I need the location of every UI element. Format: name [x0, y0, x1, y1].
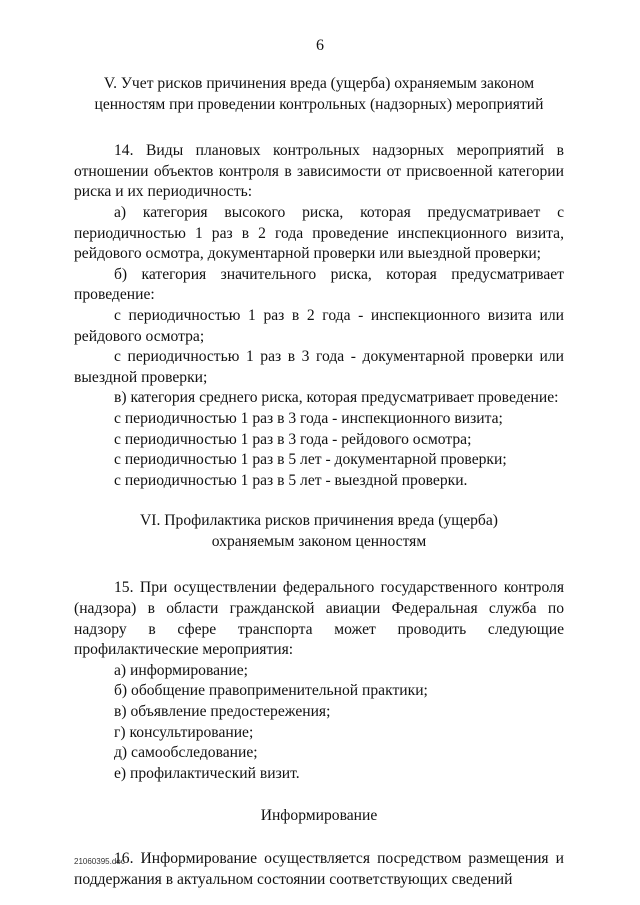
section-6-title-line-1: VI. Профилактика рисков причинения вреда (ущерба)	[140, 512, 498, 530]
paragraph-15-item: б) обобщение правоприменительной практики;	[114, 682, 428, 700]
subsection-heading-informing: Информирование	[260, 807, 378, 825]
paragraph-15-item: г) консультирование;	[114, 723, 254, 741]
section-5-title-line-2: ценностям при проведении контрольных (надзорных) мероприятий	[94, 95, 544, 113]
paragraph-14-item-c-4: с периодичностью 1 раз в 5 лет - выездной проверки.	[114, 471, 468, 489]
paragraph-14-item-b-2: с периодичностью 1 раз в 3 года - документарной проверки или выездной проверки;	[74, 348, 564, 386]
paragraph-14-item-c-2: с периодичностью 1 раз в 3 года - рейдового осмотра;	[114, 430, 472, 448]
paragraph-15-item: в) объявление предостережения;	[114, 703, 331, 721]
paragraph-15-intro: 15. При осуществлении федерального государственного контроля (надзора) в области гражданской авиации Федеральная служба по надзору в сфере транспорта может проводить следующие профилактические мероприятия:	[74, 579, 564, 659]
section-6-heading	[74, 511, 564, 552]
paragraph-15-item: е) профилактический визит.	[114, 764, 300, 782]
section-5-title-line-1: V. Учет рисков причинения вреда (ущерба) охраняемым законом	[103, 75, 535, 92]
section-6-title-line-2: охраняемым законом ценностям	[211, 532, 427, 550]
paragraph-15-item: д) самообследование;	[114, 744, 258, 762]
document-body	[74, 74, 564, 890]
paragraph-14-item-a: а) категория высокого риска, которая предусматривает с периодичностью 1 раз в 2 года проведение инспекционного визита, рейдового осмотра, документарной проверки или выездной проверки;	[74, 203, 564, 263]
paragraph-15-item: а) информирование;	[114, 661, 248, 679]
paragraph-14-item-c-3: с периодичностью 1 раз в 5 лет - документарной проверки;	[114, 451, 507, 469]
paragraph-14-intro: 14. Виды плановых контрольных надзорных мероприятий в отношении объектов контроля в зависимости от присвоенной категории риска и их периодичность:	[74, 142, 564, 201]
section-5-heading	[74, 74, 564, 115]
paragraph-16: 16. Информирование осуществляется посредством размещения и поддержания в актуальном состоянии соответствующих сведений	[74, 850, 564, 888]
paragraph-14-item-b: б) категория значительного риска, которая предусматривает проведение:	[74, 265, 564, 304]
paragraph-14-item-c-1: с периодичностью 1 раз в 3 года - инспекционного визита;	[114, 409, 503, 427]
paragraph-14-item-b-1: с периодичностью 1 раз в 2 года - инспекционного визита или рейдового осмотра;	[74, 306, 564, 345]
page-number: 6	[316, 37, 324, 54]
paragraph-14-item-c: в) категория среднего риска, которая предусматривает проведение:	[114, 389, 559, 407]
footer-filename: 21060395.doc	[74, 857, 125, 866]
